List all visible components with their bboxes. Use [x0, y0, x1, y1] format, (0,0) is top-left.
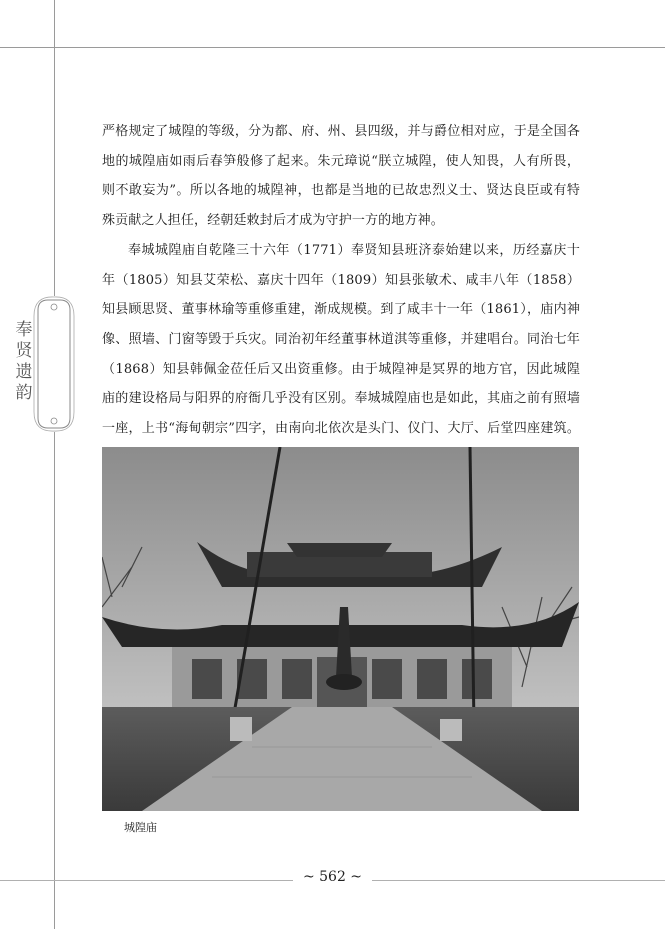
page-number — [0, 869, 665, 885]
header-rule — [0, 47, 665, 48]
ornamental-frame-icon — [30, 296, 78, 432]
temple-photo — [102, 447, 579, 811]
article-body — [102, 117, 580, 473]
page-number-text: ~ 562 ~ — [293, 869, 372, 885]
photo-caption: 城隍庙 — [124, 821, 157, 834]
temple-photo-illustration — [102, 447, 579, 811]
side-title-badge — [30, 296, 78, 432]
paragraph: 奉城城隍庙自乾隆三十六年（1771）奉贤知县班济泰始建以来，历经嘉庆十年（1805）知县艾荣松、嘉庆十四年（1809）知县张敏术、咸丰八年（1858）知县顾思贤、董事林瑜等重修重建，渐成规模。到了咸丰十一年（1861），庙内神像、照墙、门窗等毁于兵灾。同治初年经董事林道淇等重修，并建唱台。同治七年（1868）知县韩佩金莅任后又出资重修。由于城隍神是冥界的地方官，因此城隍庙的建设格局与阳界的府衙几乎没有区别。奉城城隍庙也是如此，其庙之前有照墙一座，上书“海甸朝宗”四字，由南向北依次是头门、仪门、大厅、后堂四座建筑。 — [102, 242, 580, 437]
paragraph: 严格规定了城隍的等级，分为都、府、州、县四级，并与爵位相对应，于是全国各地的城隍庙如雨后春笋般修了起来。朱元璋说“朕立城隍，使人知畏，人有所畏，则不敢妄为”。所以各地的城隍神，也都是当地的已故忠烈义士、贤达良臣或有特殊贡献之人担任，经朝廷敕封后才成为守护一方的地方神。 — [102, 124, 580, 229]
side-title: 奉 贤 遗 韵 — [15, 320, 33, 403]
margin-vertical-rule — [54, 0, 55, 929]
